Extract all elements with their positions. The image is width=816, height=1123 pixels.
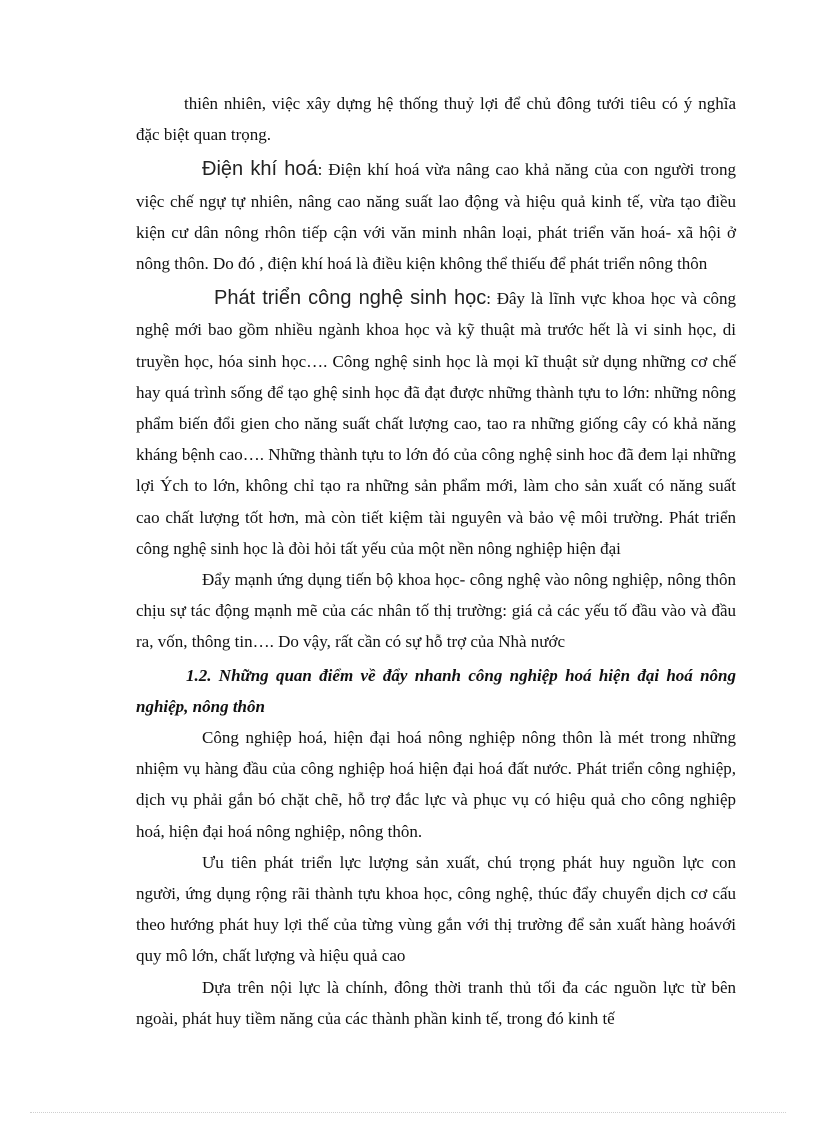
paragraph-priority: Ưu tiên phát triển lực lượng sản xuất, chú trọng phát huy nguồn lực con người, ứng dụng rộng rãi thành tựu khoa học, công nghệ, thúc đẩy chuyển dịch cơ cấu theo hướng phát huy lợi thế của từng vùng gắn với thị trường để sản xuất hàng hoávới quy mô lớn, chất lượng và hiệu quả cao [136,852,736,966]
footer-divider [30,1112,786,1113]
paragraph-technology-progress: Đẩy mạnh ứng dụng tiến bộ khoa học- công nghệ vào nông nghiệp, nông thôn chịu sự tác động mạnh mẽ của các nhân tố thị trường: giá cả các yếu tố đầu vào và đầu ra, vốn, thông tin…. Do vậy, rất cần có sự hỗ trợ của Nhà nước [136,570,736,652]
biotech-lead: Phát triển công nghệ sinh học [214,287,487,310]
paragraph-irrigation: thiên nhiên, việc xây dựng hệ thống thuỷ lợi để chủ đông tưới tiêu có ý nghĩa đặc biệt quan trọng. [136,94,736,145]
electrification-text: : Điện khí hoá vừa nâng cao khả năng của con người trong việc chế ngự tự nhiên, nâng cao năng suất lao động và hiệu quả kinh tế, vừa tạo điều kiện cư dân nông rhôn tiếp cận với văn minh nhân loại, phát triển văn hoá- xã hội ở nông thôn. Do đó , điện khí hoá là điều kiện không thể thiếu để phát triển nông thôn [136,160,736,274]
paragraph-internal-resources: Dựa trên nội lực là chính, đông thời tranh thủ tối đa các nguồn lực từ bên ngoài, phát huy tiềm năng của các thành phần kinh tế, trong đó kinh tế [136,977,736,1028]
paragraph-biotech [136,283,736,564]
paragraph-industrialization: Công nghiệp hoá, hiện đại hoá nông nghiệp nông thôn là mét trong những nhiệm vụ hàng đầu của công nghiệp hoá hiện đại hoá đất nước. Phát triển công nghiệp, dịch vụ phải gắn bó chặt chẽ, hỗ trợ đắc lực và phục vụ có hiệu quả cho công nghiệp hoá, hiện đại hoá nông nghiệp, nông thôn. [136,728,736,841]
document-page [136,88,736,1034]
paragraph-electrification [136,154,736,279]
section-heading: 1.2. Những quan điểm về đẩy nhanh công nghiệp hoá hiện đại hoá nông nghiệp, nông thôn [136,665,736,716]
electrification-lead: Điện khí hoá [202,158,318,181]
biotech-text: : Đây là lĩnh vực khoa học và công nghệ mới bao gồm nhiều ngành khoa học và kỹ thuật mà trước hết là vi sinh học, di truyền học, hóa sinh học…. Công nghệ sinh học là mọi kĩ thuật sử dụng những cơ chế hay quá trình sống để tạo ghệ sinh học đã đạt được những thành tựu to lớn: những nông phẩm biến đổi gien cho năng suất chất lượng cao, tao ra những giống cây có khả năng kháng bệnh cao…. Những thành tựu to lớn đó của công nghệ sinh hoc đã đem lại những lợi Ých to lớn, không chỉ tạo ra những sản phẩm mới, làm cho sản xuất có năng suất cao chất lượng tốt hơn, mà còn tiết kiệm tài nguyên và bảo vệ môi trường. Phát triển công nghệ sinh học là đòi hỏi tất yếu của một nền nông nghiệp hiện đại [136,289,737,558]
